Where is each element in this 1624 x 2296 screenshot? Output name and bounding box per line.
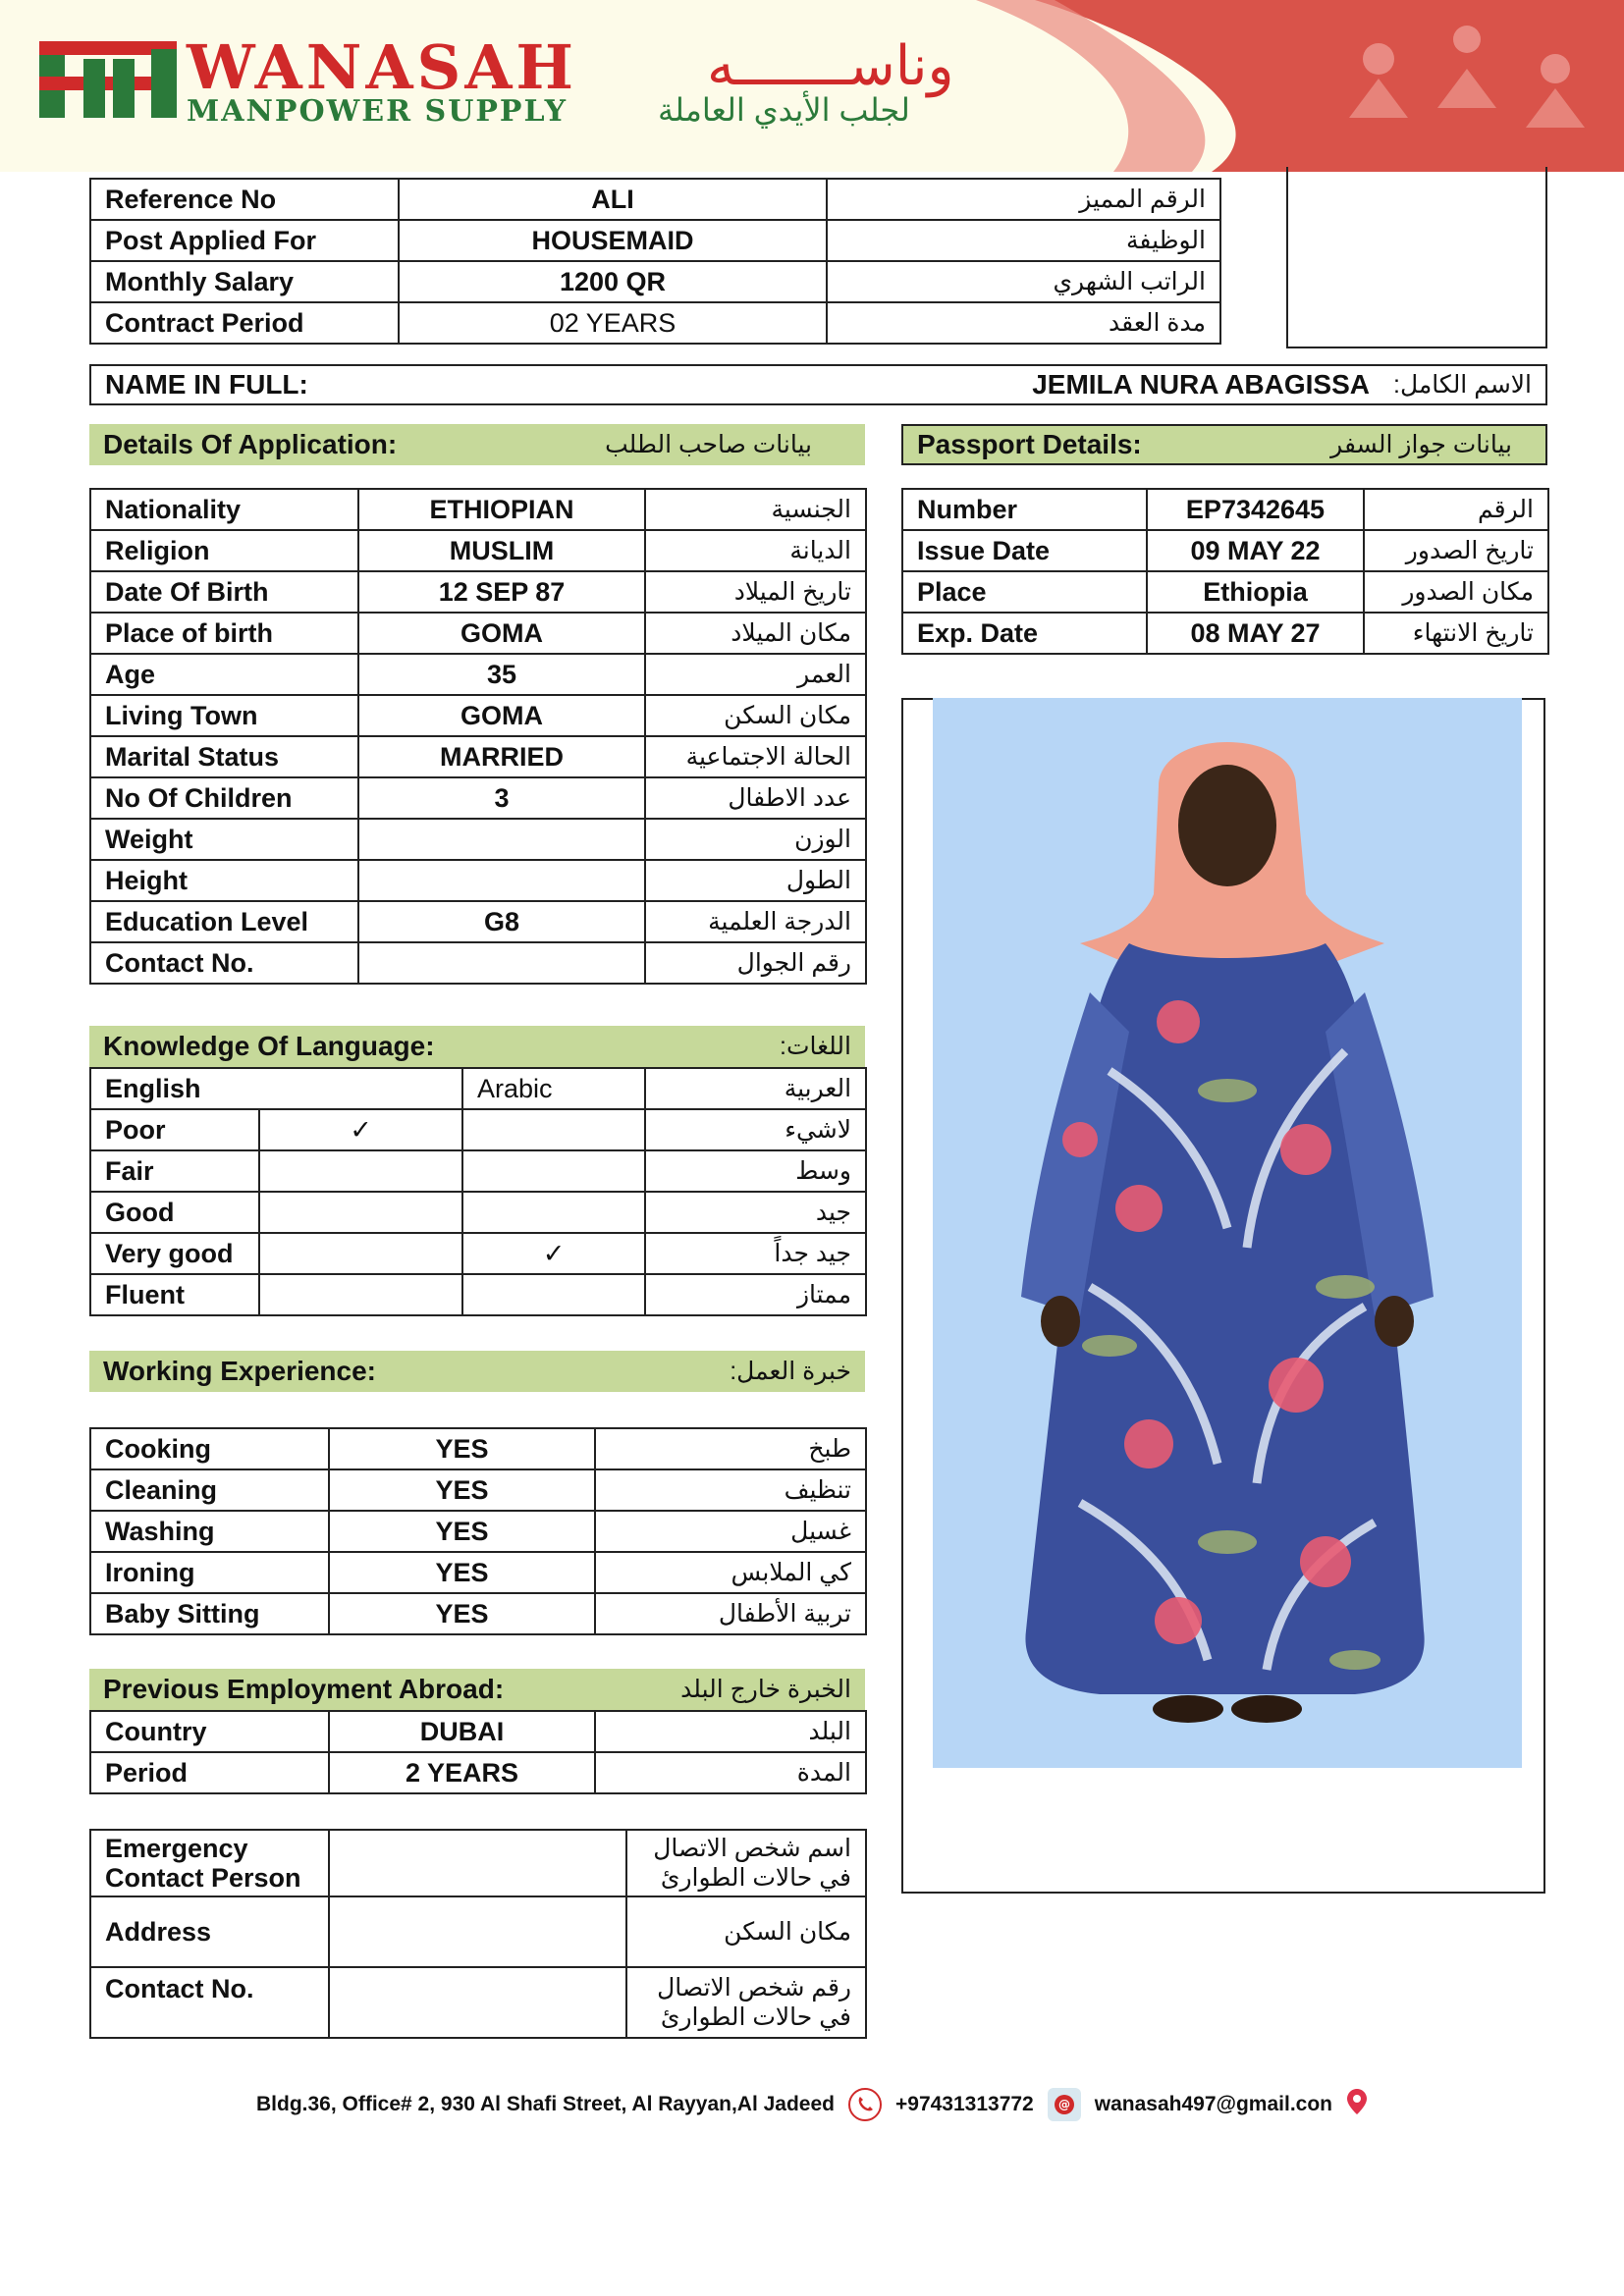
emergency-person-label: Emergency Contact Person (90, 1830, 329, 1896)
language-table (89, 1067, 867, 1316)
table-row (90, 220, 1220, 261)
emergency-address-value (329, 1896, 626, 1967)
lang-english-cell (259, 1150, 462, 1192)
salary-value: 1200 QR (399, 261, 827, 302)
app-label-cell: Nationality (90, 489, 358, 530)
application-table (89, 488, 867, 985)
table-row (90, 1593, 866, 1634)
lang-label-cell: Poor (90, 1109, 259, 1150)
table-row (90, 1150, 866, 1192)
emergency-person-label-ar: اسم شخص الاتصال في حالات الطوارئ (626, 1830, 866, 1896)
table-row (90, 1428, 866, 1469)
app-ar-cell: الحالة الاجتماعية (645, 736, 866, 777)
post-value: HOUSEMAID (399, 220, 827, 261)
lang-english-cell (259, 1233, 462, 1274)
abroad-title-ar: الخبرة خارج البلد (680, 1676, 851, 1703)
pass-label-cell: Number (902, 489, 1147, 530)
app-ar-cell: الدرجة العلمية (645, 901, 866, 942)
abroad-section-header (89, 1669, 865, 1710)
app-value-cell (358, 942, 645, 984)
app-label-cell: Age (90, 654, 358, 695)
pass-label-cell: Exp. Date (902, 613, 1147, 654)
app-label-cell: Date Of Birth (90, 571, 358, 613)
abroad-ar-cell: البلد (595, 1711, 866, 1752)
pass-value-cell: 09 MAY 22 (1147, 530, 1364, 571)
emergency-contact-label: Contact No. (90, 1967, 329, 2038)
app-ar-cell: الطول (645, 860, 866, 901)
lang-ar-cell: جيد جداً (645, 1233, 866, 1274)
post-label: Post Applied For (90, 220, 399, 261)
footer-phone[interactable]: +97431313772 (895, 2093, 1034, 2115)
reference-label-ar: الرقم المميز (827, 179, 1220, 220)
lang-label-cell: Fluent (90, 1274, 259, 1315)
app-label-cell: Contact No. (90, 942, 358, 984)
svg-text:@: @ (1057, 2098, 1070, 2111)
application-title: Details Of Application: (103, 429, 398, 459)
lang-english-cell (259, 1192, 462, 1233)
lang-arabic-cell: ✓ (462, 1233, 645, 1274)
app-value-cell (358, 860, 645, 901)
app-value-cell: GOMA (358, 613, 645, 654)
location-pin-icon (1346, 2088, 1368, 2121)
emergency-person-value (329, 1830, 626, 1896)
passport-title-ar: بيانات جواز السفر (1330, 431, 1512, 458)
pass-ar-cell: تاريخ الانتهاء (1364, 613, 1548, 654)
lang-label-cell: Fair (90, 1150, 259, 1192)
table-row (90, 1711, 866, 1752)
passport-section-header (901, 424, 1547, 465)
app-label-cell: Living Town (90, 695, 358, 736)
lang-ar-cell: وسط (645, 1150, 866, 1192)
full-name-label: NAME IN FULL: (105, 369, 308, 400)
brand-name-ar: وناســـــــه (707, 34, 954, 96)
email-icon (1048, 2088, 1081, 2121)
lang-english-cell (259, 1274, 462, 1315)
table-row (90, 1967, 866, 2038)
contract-value: 02 YEARS (399, 302, 827, 344)
emergency-contact-value (329, 1967, 626, 2038)
table-row (90, 261, 1220, 302)
exp-label-cell: Cleaning (90, 1469, 329, 1511)
experience-title: Working Experience: (103, 1356, 377, 1386)
app-ar-cell: الجنسية (645, 489, 866, 530)
abroad-ar-cell: المدة (595, 1752, 866, 1793)
table-row (902, 530, 1548, 571)
exp-label-cell: Washing (90, 1511, 329, 1552)
app-value-cell: MUSLIM (358, 530, 645, 571)
emergency-address-label: Address (90, 1896, 329, 1967)
app-ar-cell: رقم الجوال (645, 942, 866, 984)
table-row (90, 736, 866, 777)
salary-label: Monthly Salary (90, 261, 399, 302)
emergency-contact-label-ar: رقم شخص الاتصال في حالات الطوارئ (626, 1967, 866, 2038)
passport-table (901, 488, 1549, 655)
lang-arabic-cell (462, 1274, 645, 1315)
abroad-title: Previous Employment Abroad: (103, 1674, 505, 1704)
app-value-cell: ETHIOPIAN (358, 489, 645, 530)
app-label-cell: Weight (90, 819, 358, 860)
table-row (90, 654, 866, 695)
exp-label-cell: Baby Sitting (90, 1593, 329, 1634)
experience-title-ar: خبرة العمل: (730, 1358, 851, 1385)
contract-label-ar: مدة العقد (827, 302, 1220, 344)
table-row (90, 1896, 866, 1967)
exp-value-cell: YES (329, 1511, 595, 1552)
app-label-cell: Education Level (90, 901, 358, 942)
exp-value-cell: YES (329, 1552, 595, 1593)
pass-value-cell: EP7342645 (1147, 489, 1364, 530)
table-row (90, 530, 866, 571)
app-value-cell: MARRIED (358, 736, 645, 777)
lang-ar-cell: ممتاز (645, 1274, 866, 1315)
table-row (90, 1109, 866, 1150)
table-row (902, 613, 1548, 654)
table-row (90, 860, 866, 901)
table-row (90, 1511, 866, 1552)
language-title-ar: اللغات: (780, 1033, 851, 1060)
app-value-cell: 3 (358, 777, 645, 819)
app-value-cell: G8 (358, 901, 645, 942)
app-label-cell: Place of birth (90, 613, 358, 654)
app-label-cell: Height (90, 860, 358, 901)
table-row (90, 1068, 866, 1109)
table-row (90, 571, 866, 613)
footer (0, 2087, 1624, 2122)
language-arabic-header: Arabic (462, 1068, 645, 1109)
header-swoosh-graphic (917, 0, 1624, 172)
app-ar-cell: الديانة (645, 530, 866, 571)
exp-value-cell: YES (329, 1469, 595, 1511)
applicant-photo (933, 698, 1522, 1768)
exp-ar-cell: طبخ (595, 1428, 866, 1469)
lang-arabic-cell (462, 1109, 645, 1150)
full-name-label-ar: الاسم الكامل: (1393, 371, 1532, 399)
app-ar-cell: تاريخ الميلاد (645, 571, 866, 613)
abroad-table (89, 1710, 867, 1794)
abroad-value-cell: 2 YEARS (329, 1752, 595, 1793)
table-row (90, 1192, 866, 1233)
app-value-cell: 35 (358, 654, 645, 695)
lang-ar-cell: لاشيء (645, 1109, 866, 1150)
table-row (90, 942, 866, 984)
applicant-figure-icon (933, 698, 1522, 1768)
language-title: Knowledge Of Language: (103, 1031, 435, 1061)
experience-section-header (89, 1351, 865, 1392)
footer-email[interactable]: wanasah497@gmail.con (1094, 2093, 1332, 2115)
exp-value-cell: YES (329, 1593, 595, 1634)
pass-value-cell: Ethiopia (1147, 571, 1364, 613)
app-value-cell: GOMA (358, 695, 645, 736)
post-label-ar: الوظيفة (827, 220, 1220, 261)
pass-label-cell: Place (902, 571, 1147, 613)
table-row (90, 489, 866, 530)
emergency-address-label-ar: مكان السكن (626, 1896, 866, 1967)
contract-label: Contract Period (90, 302, 399, 344)
table-row (90, 179, 1220, 220)
full-name-row (89, 364, 1547, 405)
passport-title: Passport Details: (917, 429, 1142, 459)
table-row (90, 695, 866, 736)
lang-label-cell: Very good (90, 1233, 259, 1274)
letterhead (0, 0, 1624, 172)
table-row (902, 489, 1548, 530)
table-row (902, 571, 1548, 613)
table-row (90, 1552, 866, 1593)
language-arabic-header-ar: العربية (645, 1068, 866, 1109)
pass-ar-cell: الرقم (1364, 489, 1548, 530)
stamp-box (1286, 167, 1547, 348)
app-value-cell: 12 SEP 87 (358, 571, 645, 613)
emergency-table (89, 1829, 867, 2039)
brand-name-en: WANASAH (187, 31, 578, 103)
lang-arabic-cell (462, 1150, 645, 1192)
reference-label: Reference No (90, 179, 399, 220)
app-ar-cell: مكان الميلاد (645, 613, 866, 654)
exp-label-cell: Ironing (90, 1552, 329, 1593)
lang-english-cell: ✓ (259, 1109, 462, 1150)
pass-ar-cell: تاريخ الصدور (1364, 530, 1548, 571)
exp-label-cell: Cooking (90, 1428, 329, 1469)
exp-ar-cell: كي الملابس (595, 1552, 866, 1593)
pass-label-cell: Issue Date (902, 530, 1147, 571)
abroad-value-cell: DUBAI (329, 1711, 595, 1752)
app-label-cell: Marital Status (90, 736, 358, 777)
lang-arabic-cell (462, 1192, 645, 1233)
exp-ar-cell: تنظيف (595, 1469, 866, 1511)
phone-icon (848, 2088, 882, 2121)
wanasah-logo-icon (39, 39, 177, 123)
table-row (90, 819, 866, 860)
abroad-label-cell: Period (90, 1752, 329, 1793)
application-title-ar: بيانات صاحب الطلب (605, 431, 812, 458)
lang-ar-cell: جيد (645, 1192, 866, 1233)
table-row (90, 302, 1220, 344)
exp-value-cell: YES (329, 1428, 595, 1469)
app-ar-cell: مكان السكن (645, 695, 866, 736)
abroad-label-cell: Country (90, 1711, 329, 1752)
pass-value-cell: 08 MAY 27 (1147, 613, 1364, 654)
table-row (90, 1830, 866, 1896)
application-section-header (89, 424, 865, 465)
app-value-cell (358, 819, 645, 860)
table-row (90, 777, 866, 819)
table-row (90, 1274, 866, 1315)
table-row (90, 901, 866, 942)
brand-subtitle-ar: لجلب الأيدي العاملة (658, 92, 910, 128)
reference-value: ALI (399, 179, 827, 220)
brand-subtitle-en: MANPOWER SUPPLY (187, 94, 568, 129)
exp-ar-cell: تربية الأطفال (595, 1593, 866, 1634)
reference-table (89, 178, 1221, 345)
pass-ar-cell: مكان الصدور (1364, 571, 1548, 613)
table-row (90, 1469, 866, 1511)
table-row (90, 1752, 866, 1793)
table-row (90, 613, 866, 654)
app-ar-cell: عدد الاطفال (645, 777, 866, 819)
app-ar-cell: الوزن (645, 819, 866, 860)
exp-ar-cell: غسيل (595, 1511, 866, 1552)
full-name-value: JEMILA NURA ABAGISSA (1032, 369, 1370, 400)
experience-table (89, 1427, 867, 1635)
table-row (90, 1233, 866, 1274)
footer-address: Bldg.36, Office# 2, 930 Al Shafi Street, Al Rayyan,Al Jadeed (256, 2093, 835, 2115)
language-english-header: English (90, 1068, 462, 1109)
app-label-cell: No Of Children (90, 777, 358, 819)
app-label-cell: Religion (90, 530, 358, 571)
lang-label-cell: Good (90, 1192, 259, 1233)
salary-label-ar: الراتب الشهري (827, 261, 1220, 302)
language-section-header (89, 1026, 865, 1067)
app-ar-cell: العمر (645, 654, 866, 695)
